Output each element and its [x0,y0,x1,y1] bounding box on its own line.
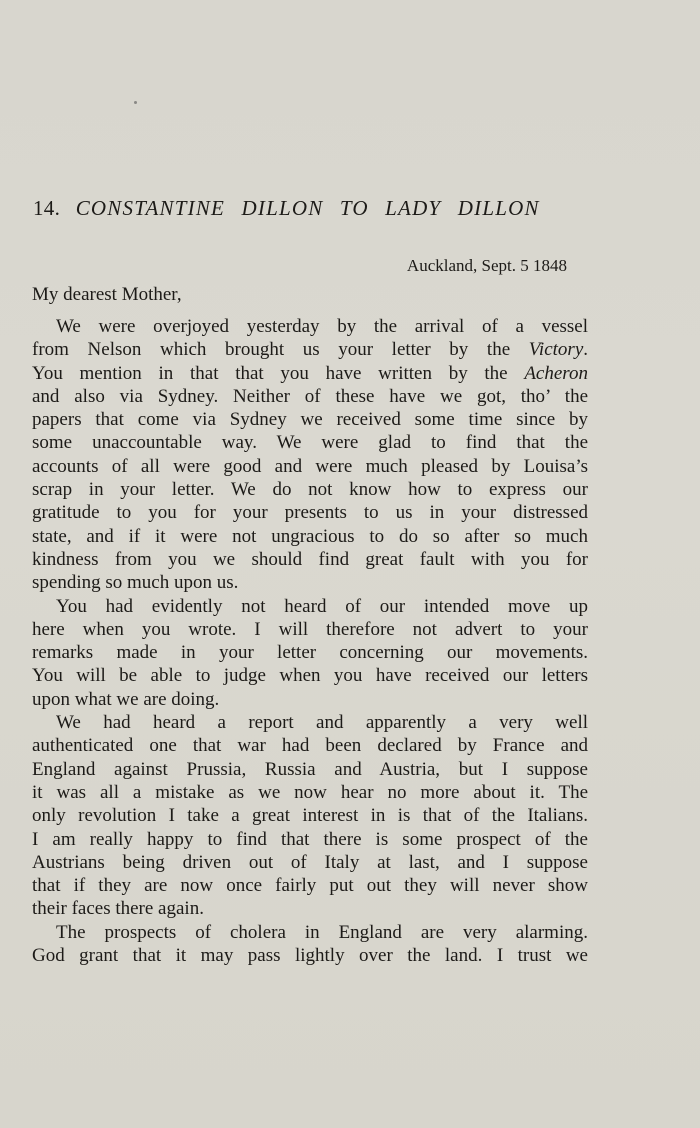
ship-name: Victory [528,339,584,361]
body-line [32,338,588,361]
body-line [32,758,588,781]
body-line [32,408,588,431]
body-line-text: that if they are now once fairly put out they will never show [32,875,588,897]
body-line [32,781,588,804]
letter-body [32,315,588,967]
body-line [32,385,588,408]
body-line-text: Austrians being driven out of Italy at last, and I suppose [32,851,588,873]
body-line-text: You had evidently not heard of our intended move up [56,595,588,617]
body-line-punctuation: . [583,339,588,361]
body-line-text: state, and if it were not ungracious to do so after so much [32,525,588,547]
body-line-text: it was all a mistake as we now hear no more about it. The [32,781,588,803]
body-line [32,944,588,967]
body-line [32,641,588,664]
letter-salutation: My dearest Mother, [32,284,182,305]
body-line [32,711,588,734]
body-line [32,734,588,757]
body-line-text: their faces there again. [32,898,204,920]
body-line-text: The prospects of cholera in England are very alarming. [56,921,588,943]
body-line [32,548,588,571]
body-line [32,618,588,641]
letter-number: 14. [33,196,61,220]
body-line [32,455,588,478]
body-line [32,688,588,711]
paper-speck [134,101,137,104]
ship-name: Acheron [524,362,588,384]
body-line-text: upon what we are doing. [32,688,220,710]
body-line-text: authenticated one that war had been declared by France and [32,735,588,757]
body-line-text: God grant that it may pass lightly over the land. I trust we [32,945,588,967]
body-line [32,315,588,338]
body-line [32,664,588,687]
body-line-text: here when you wrote. I will therefore not advert to your [32,618,588,640]
body-line-text: papers that come via Sydney we received some time since by [32,409,588,431]
body-line-text: remarks made in your letter concerning our movements. [32,642,588,664]
body-line-text: gratitude to you for your presents to us in your distressed [32,502,588,524]
body-line-text: I am really happy to find that there is some prospect of the [32,828,588,850]
body-line-text: spending so much upon us. [32,572,239,594]
letter-heading [33,196,593,221]
body-line [32,874,588,897]
body-line-text: and also via Sydney. Neither of these have we got, tho’ the [32,385,588,407]
body-line-text: kindness from you we should find great fault with you for [32,548,588,570]
letter-title: CONSTANTINE DILLON TO LADY DILLON [75,196,540,220]
body-line-text: You will be able to judge when you have received our letters [32,665,588,687]
body-line [32,501,588,524]
body-line [32,828,588,851]
body-line [32,921,588,944]
body-line [32,478,588,501]
body-line [32,851,588,874]
body-line [32,595,588,618]
body-line [32,571,588,594]
body-line-text: accounts of all were good and were much pleased by Louisa’s [32,455,588,477]
body-line-text: You mention in that that you have written by the [32,362,525,384]
body-line-text: We had heard a report and apparently a very well [56,712,588,734]
body-line [32,525,588,548]
body-line [32,804,588,827]
body-line-text: We were overjoyed yesterday by the arrival of a vessel [56,316,588,337]
body-line [32,362,588,385]
body-line [32,897,588,920]
body-line-text: some unaccountable way. We were glad to find that the [32,432,588,454]
body-line [32,431,588,454]
body-line-text: from Nelson which brought us your letter by the [32,339,529,361]
body-line-text: only revolution I take a great interest in is that of the Italians. [32,805,588,827]
letter-dateline: Auckland, Sept. 5 1848 [406,256,567,275]
body-line-text: England against Prussia, Russia and Austria, but I suppose [32,758,588,780]
body-line-text: scrap in your letter. We do not know how to express our [32,479,588,501]
